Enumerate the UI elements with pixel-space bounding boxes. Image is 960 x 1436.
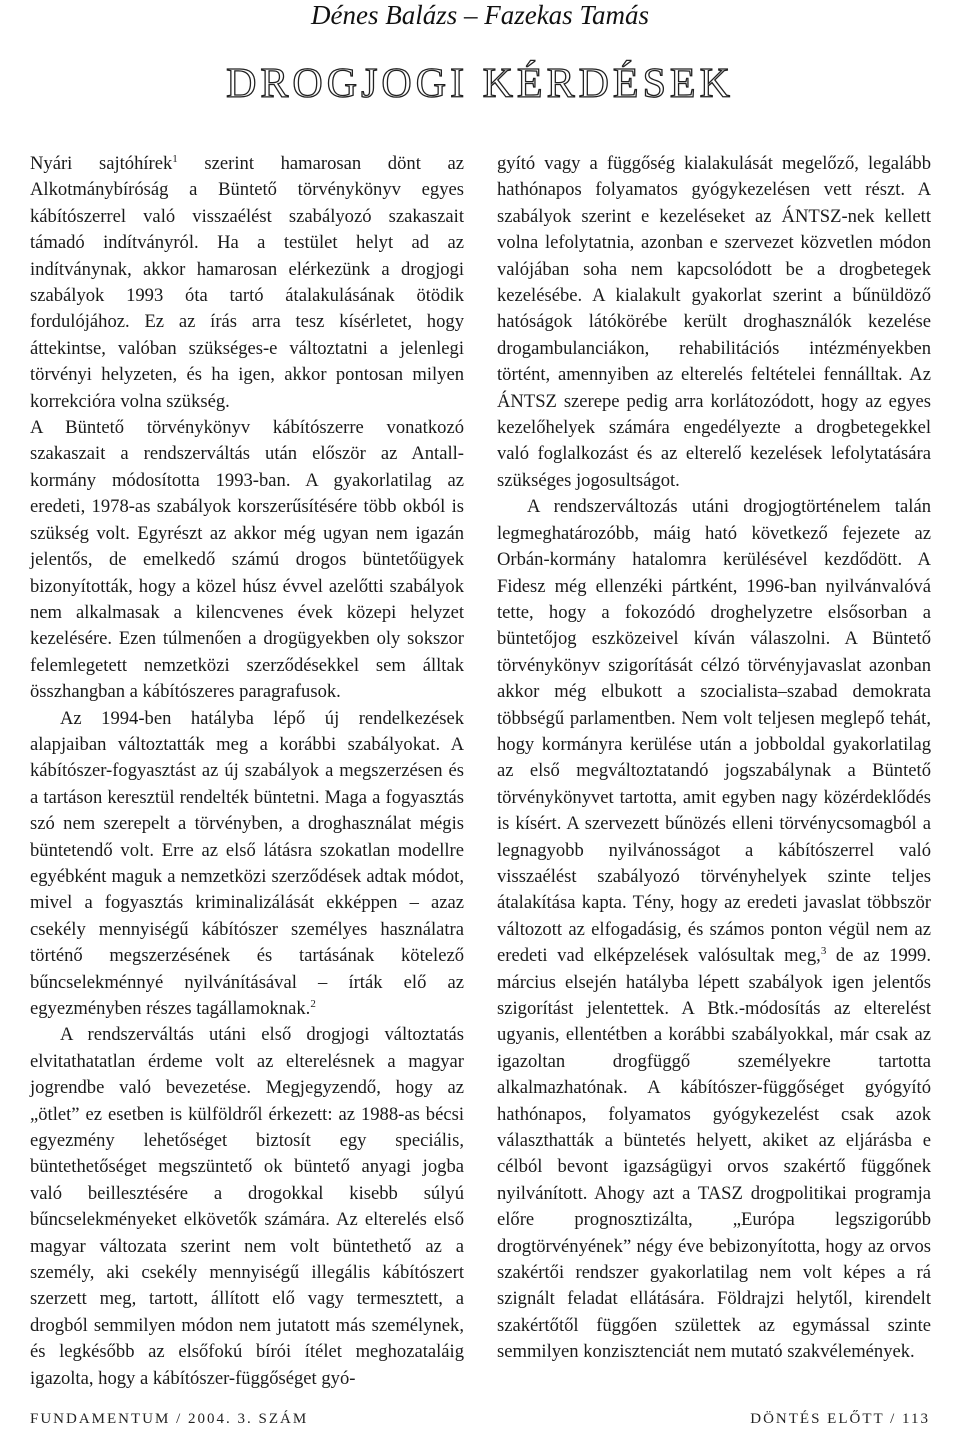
article-authors: Dénes Balázs – Fazekas Tamás <box>310 0 649 30</box>
paragraph: gyító vagy a függőség kialakulását megelőző, legalább hathónapos folyamatos gyógykezelésen vett részt. A szabályok szerint e kezeléseket az ÁNTSZ-nek kellett volna lefolytatnia, azonban e szervezet közvetlen módon valójában soha nem kapcsolódott be a drogbetegek kezelésébe. A kialakult gyakorlat szerint a bűnüldöző hatóságok látókörébe került droghasználók kezelése drogambulanciákon, rehabilitációs intézményekben történt, amennyiben az elterelés feltételei fennálltak. Az ÁNTSZ szerepe pedig arra korlátozódott, hogy az egyes kezelőhelyek számára engedélyezte a drogbetegekkel való foglalkozást és az elterelő kezelések lefolytatására szükséges jogosultságot. <box>497 153 931 491</box>
footnote-marker: 1 <box>172 153 178 165</box>
paragraph-text: szerint hamarosan dönt az Alkotmánybíróság a Büntető törvénykönyv egyes kábítószerrel való visszaélést szabályozó szakaszait támadó indítványról. Ha a testület helyt ad az indítványnak, akkor hamarosan elérkezünk a drogjogi szabályok 1993 óta tartó átalakulásának ötödik fordulójához. Ez az írás arra tesz kísérletet, hogy áttekintse, valóban szükséges-e változtatni a jelenlegi törvényi helyzeten, és ha igen, akkor pontosan milyen korrekcióra volna szükség. <box>30 153 464 412</box>
paragraph: A rendszerváltás utáni első drogjogi változtatás elvitathatatlan érdeme volt az elterelésnek a magyar jogrendbe való bevezetése. Megjegyzendő, hogy az „ötlet” ez esetben is külföldről érkezett: az 1988-as bécsi egyezmény lehetőséget biztosít egy speciális, büntethetőséget megszüntető ok büntető anyagi jogba való beillesztésére a drogokkal kisebb súlyú bűncselekményeket elkövetők számára. Az elterelés első magyar változata szerint nem volt büntethető az a személy, aki csekély mennyiségű illegális kábítószert szerzett meg, tartott, állított elő vagy termesztett, a drogból semmilyen módon nem jutatott más személynek, és legkésőbb az elsőfokú bírói ítélet meghozataláig igazolta, hogy a kábítószer-függőséget gyó- <box>30 1024 464 1389</box>
paragraph <box>30 706 464 1023</box>
right-column <box>497 151 931 1366</box>
footnote-marker: 3 <box>820 945 827 958</box>
paragraph: A Büntető törvénykönyv kábítószerre vonatkozó szakaszait a rendszerváltás után először az Antall-kormány módosította 1993-ban. A gyakorlatilag az eredeti, 1978-as szabályok korszerűsítésére több okból is szükség volt. Egyrészt az akkor még ugyan nem igazán jelentős, de emelkedő számú drogos büntetőügyek bizonyították, hogy a közel húsz évvel azelőtti szabályok nem alkalmasak a kilencvenes évek közepi helyzet kezelésére. Ezen túlmenően a drogügyekben oly sokszor felemlegetett nemzetközi szerződésekkel sem álltak összhangban a kábítószeres paragrafusok. <box>30 417 464 703</box>
left-column <box>30 151 464 1392</box>
paragraph-text: de az 1999. március elsején hatályba lépett szabályok igen jelentős szigorítást jelentettek. A Btk.-módosítás az elterelést ugyanis, ellentétben a korábbi szabályokkal, már csak az igazoltan drogfüggő személyekre tartotta alkalmazhatónak. A kábítószer-függőséget gyógyító hathónapos, folyamatos gyógykezelést csak azok választhatták a büntetés helyett, akiket az eljárásba e célból bevont igazságügyi orvos szakértő függőnek nyilvánított. Ahogy azt a TASZ drogpolitikai programja előre prognosztizálta, „Európa legszigorúbb drogtörvényének” négy éve bebizonyította, hogy az orvos szakértői rendszer gyakorlatilag nem volt képes a rá szignált feladat ellátására. Földrajzi helytől, kirendelt szakértőtől függően születtek az egymással szinte semmilyen konzisztenciát nem mutató szakvélemények. <box>497 945 931 1363</box>
paragraph <box>30 151 464 415</box>
paragraph-text: A rendszerváltozás utáni drogjogtörténelem talán legmeghatározóbb, máig ható következő fejezete az Orbán-kormány hatalomra kerülésével kezdődött. A Fidesz még ellenzéki pártként, 1996-ban nyilvánvalóvá tette, hogy a fokozódó droghelyzetre elsősorban a büntetőjog eszközeivel kíván válaszolni. A Büntető törvénykönyv szigorítását célzó törvényjavaslat azonban akkor még elbukott a szocialista–szabad demokrata többségű parlamentben. Nem volt teljesen meglepő tehát, hogy kormányra kerülése után a jobboldal gyakorlatilag az első megváltoztatandó jogszabálynak a Büntető törvénykönyvet tartotta, amit egyben nagy közérdeklődés is kísért. A szervezett bűnözés elleni törvénycsomagból a legnagyobb nyilvánosságot a kábítószerrel való visszaélést szabályozó törvényhelyek szinte teljes átalakítása kapta. Tény, hogy az eredeti javaslat többször változott az elfogadásig, és számos ponton végül nem az eredeti vad elképzelések valósultak meg, <box>497 496 931 967</box>
footer-journal: FUNDAMENTUM / 2004. 3. SZÁM <box>30 1411 309 1427</box>
paragraph-text: Nyári sajtóhírek <box>30 153 173 174</box>
footer-page: DÖNTÉS ELŐTT / 113 <box>750 1411 930 1427</box>
paragraph-text: Az 1994-ben hatályba lépő új rendelkezések alapjaiban változtatták meg a korábbi szabályokat. A kábítószer-fogyasztást az új szabályok a megszerzésen és a tartáson keresztül rendelték büntetni. Maga a fogyasztás szó nem szerepelt a törvényben, a droghasználat mégis büntetendő volt. Erre az első látásra szokatlan modellre egyébként maguk a nemzetközi szerződések adtak módot, mivel a fogyasztás kriminalizálását ekképpen – azaz csekély mennyiségű kábítószer személyes használatra történő megszerzésének és tartásának kötelező bűncselekménnyé nyilvánításával – írták elő az egyezményben részes tagállamoknak. <box>30 707 464 1019</box>
article-title: DROGJOGI KÉRDÉSEK <box>226 61 734 107</box>
footnote-marker: 2 <box>310 998 316 1010</box>
paragraph <box>497 494 931 1365</box>
